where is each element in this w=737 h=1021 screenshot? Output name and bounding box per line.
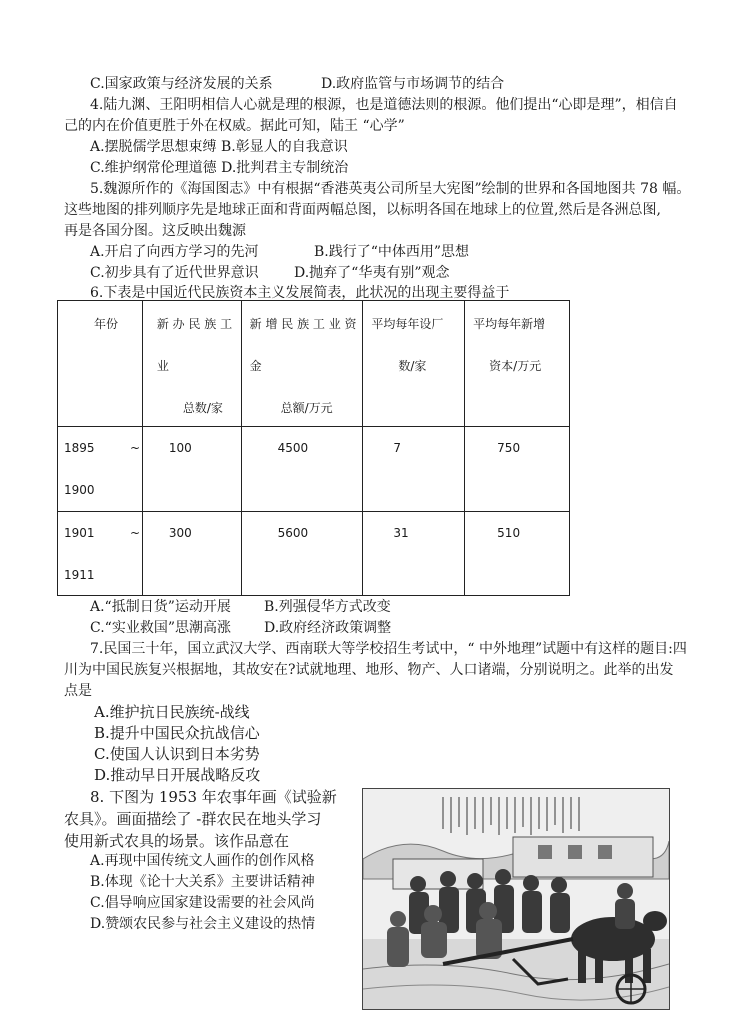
q5-stem-line-2: 这些地图的排列顺序先是地球正面和背面两幅总图，以标明各国在地球上的位置,然后是各洲总图, [64, 202, 661, 218]
q5-stem-line-3: 再是各国分图。这反映出魏源 [64, 223, 246, 239]
table-header-row [58, 301, 570, 427]
table-row [58, 511, 570, 595]
q6-option-b: B.列强侵华方式改变 [264, 599, 391, 615]
q6-stem: 6.下表是中国近代民族资本主义发展简表，此状况的出现主要得益于 [90, 285, 510, 301]
row-1-tilde: ~ [130, 441, 141, 456]
row-2-avg-capital-value: 510 [497, 525, 521, 540]
row-1-capital-value: 4500 [277, 441, 309, 456]
q7-stem-line-2: 川为中国民族复兴根据地，其故安在?试就地理、地形、物产、人口诸端，分别说明之。此举的出发 [64, 662, 674, 678]
q6-option-a: A.“抵制日货”运动开展 [90, 599, 231, 615]
capitalism-development-table [57, 300, 570, 596]
header-new-count-line-1: 新 办 民 族 工 [156, 317, 233, 331]
q8-stem-line-2: 农具》。画面描绘了 -群农民在地头学习 [64, 810, 322, 828]
farm-tool-painting-image [362, 788, 670, 1010]
row-2-avg-capital [465, 511, 570, 595]
q8-stem-line-3: 使用新式农具的场景。该作品意在 [64, 832, 290, 850]
q7-stem-line-1: 7.民国三十年，国立武汉大学、西南联大等学校招生考试中，“ 中外地理”试题中有这样的题目:四 [90, 641, 687, 657]
header-new-industry-count [142, 301, 241, 427]
header-new-count-line-3: 总数/家 [182, 401, 223, 415]
header-avg-capital-line-1: 平均每年新增 [473, 317, 546, 331]
q3-option-c: C.国家政策与经济发展的关系 [90, 76, 273, 92]
row-2-year-end: 1911 [64, 567, 95, 582]
row-2-new-count-value: 300 [168, 525, 192, 540]
q4-stem-line-2: 己的内在价值更胜于外在权威。据此可知，陆王 “心学” [64, 118, 405, 134]
header-capital-line-2: 金 [249, 359, 262, 373]
row-1-avg-factories [363, 427, 465, 511]
header-avg-factories [363, 301, 465, 427]
row-2-capital-value: 5600 [277, 525, 309, 540]
row-2-new-count [142, 511, 241, 595]
header-year [58, 301, 143, 427]
row-2-avg-factories-value: 31 [393, 525, 409, 540]
q5-option-a: A.开启了向西方学习的先河 [90, 244, 259, 260]
row-1-avg-factories-value: 7 [393, 441, 402, 456]
row-1-avg-capital-value: 750 [497, 441, 521, 456]
row-2-capital [241, 511, 363, 595]
row-2-avg-factories [363, 511, 465, 595]
row-1-year [58, 427, 143, 511]
header-year-label: 年份 [94, 317, 119, 331]
q7-option-d: D.推动早日开展战略反攻 [94, 766, 261, 784]
q8-option-d: D.赞颂农民参与社会主义建设的热情 [90, 916, 316, 932]
q7-stem-line-3: 点是 [64, 683, 92, 699]
header-new-count-line-2: 业 [156, 359, 169, 373]
row-2-year-start: 1901 [64, 525, 95, 540]
painting-illustration [363, 789, 669, 1009]
q7-option-b: B.提升中国民众抗战信心 [94, 724, 260, 742]
header-new-capital [241, 301, 363, 427]
row-1-new-count-value: 100 [168, 441, 192, 456]
q7-option-a: A.维护抗日民族统-战线 [94, 703, 250, 721]
q5-option-b: B.践行了“中体西用”思想 [314, 244, 470, 260]
row-2-tilde: ~ [130, 525, 141, 540]
row-1-year-end: 1900 [64, 483, 95, 498]
q4-stem-line-1: 4.陆九渊、王阳明相信人心就是理的根源，也是道德法则的根源。他们提出“心即是理”，相信自 [90, 97, 678, 113]
header-capital-line-1: 新 增 民 族 工 业 资 [249, 317, 357, 331]
q8-option-b: B.体现《论十大关系》主要讲话精神 [90, 874, 315, 890]
header-capital-line-3: 总额/万元 [280, 401, 333, 415]
q7-option-c: C.使国人认识到日本劣势 [94, 745, 260, 763]
row-1-new-count [142, 427, 241, 511]
q5-option-d: D.抛弃了“华夷有别”观念 [294, 265, 450, 281]
q4-options-ab: A.摆脱儒学思想束缚 B.彰显人的自我意识 [90, 139, 348, 155]
q5-option-c: C.初步具有了近代世界意识 [90, 265, 259, 281]
q3-option-d: D.政府监管与市场调节的结合 [321, 76, 505, 92]
q6-option-c: C.“实业救国”思潮高涨 [90, 620, 231, 636]
q8-option-a: A.再现中国传统文人画作的创作风格 [90, 853, 315, 869]
row-1-year-start: 1895 [64, 441, 95, 456]
header-avg-capital-line-2: 资本/万元 [489, 359, 542, 373]
q4-options-cd: C.维护纲常伦理道德 D.批判君主专制统治 [90, 160, 349, 176]
row-1-capital [241, 427, 363, 511]
q8-stem-line-1: 8. 下图为 1953 年农事年画《试验新 [90, 788, 337, 806]
table-row [58, 427, 570, 511]
q6-option-d: D.政府经济政策调整 [264, 620, 392, 636]
row-2-year [58, 511, 143, 595]
header-avg-factories-line-1: 平均每年设厂 [371, 317, 444, 331]
row-1-avg-capital [465, 427, 570, 511]
header-avg-capital [465, 301, 570, 427]
q8-option-c: C.倡导响应国家建设需要的社会风尚 [90, 895, 315, 911]
header-avg-factories-line-2: 数/家 [398, 359, 427, 373]
q5-stem-line-1: 5.魏源所作的《海国图志》中有根据“香港英夷公司所呈大宪图”绘制的世界和各国地图共 78 幅。 [90, 181, 691, 197]
